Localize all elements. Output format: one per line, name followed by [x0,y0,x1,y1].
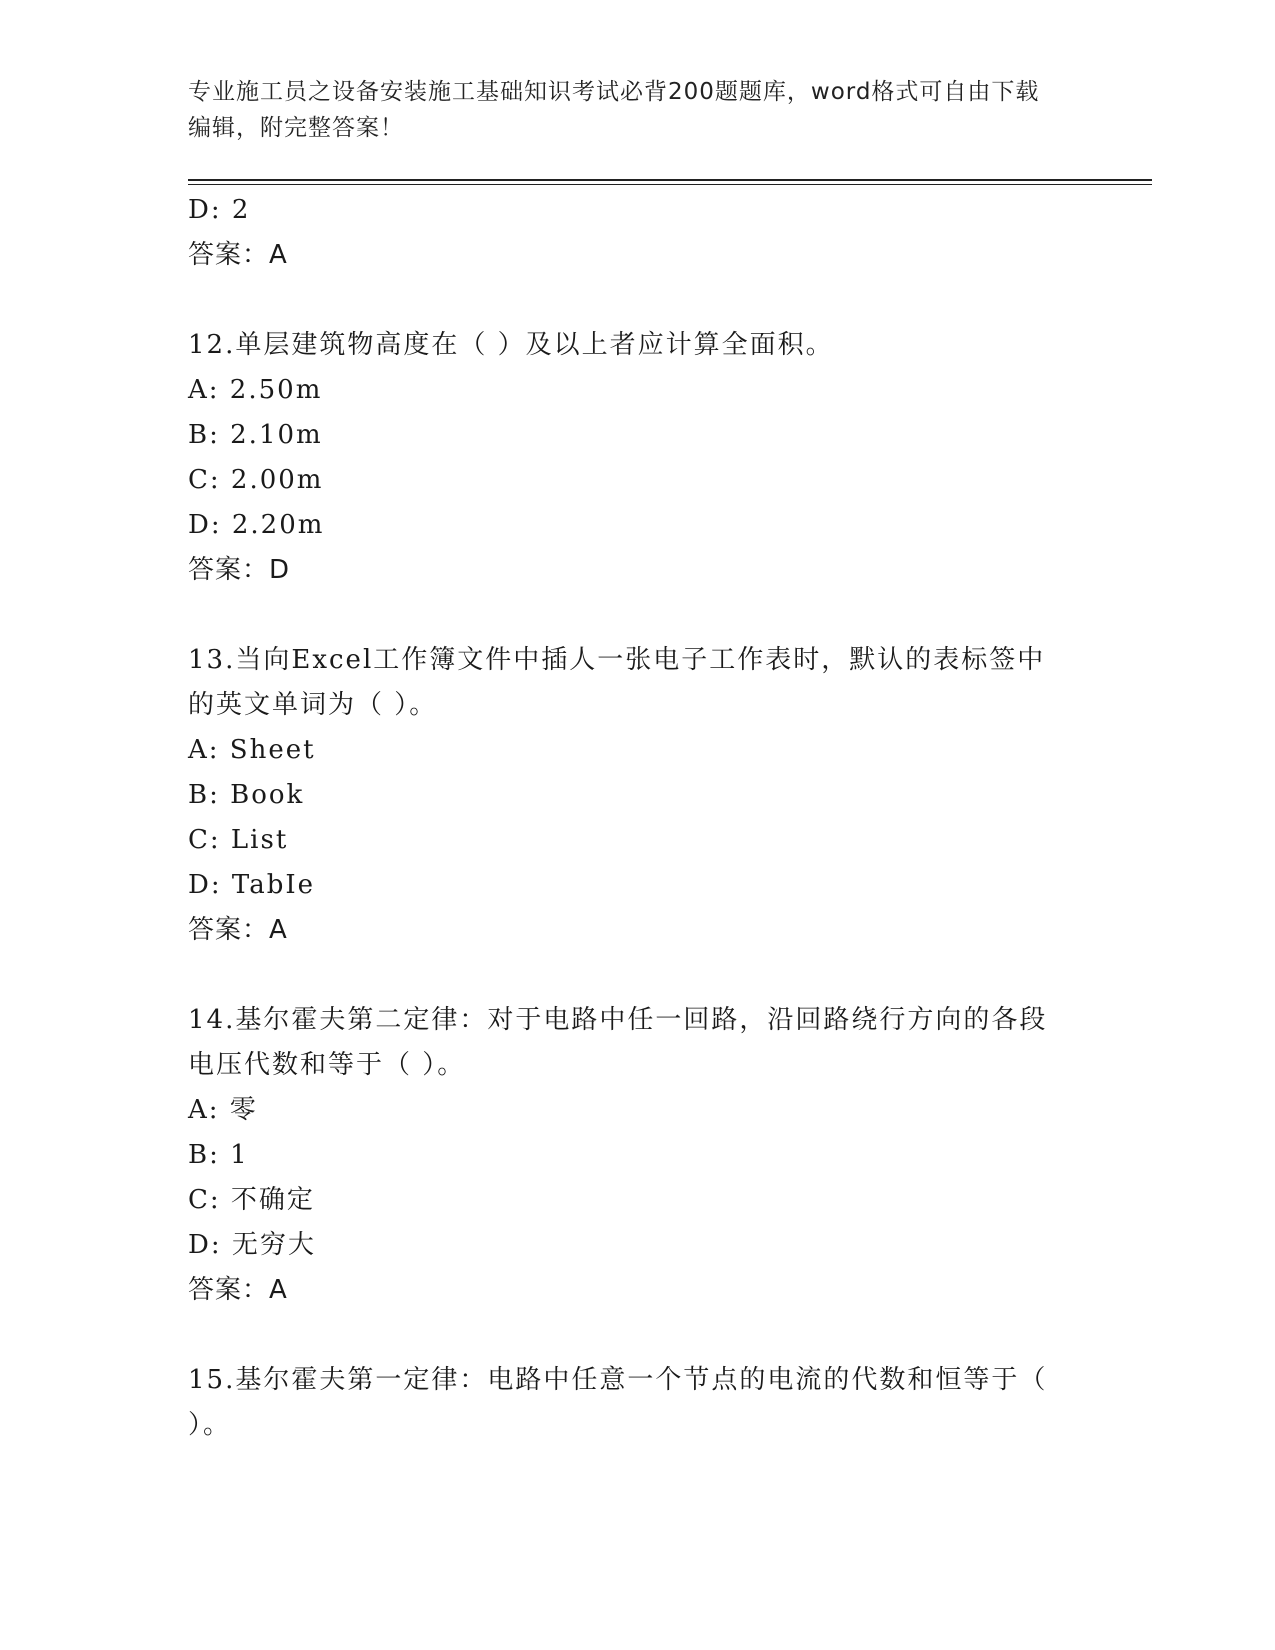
spacer [188,953,1088,998]
option-a: A: Sheet [188,735,316,765]
spacer [188,1313,1088,1358]
option-a: A: 零 [188,1095,258,1125]
answer: 答案：A [188,1275,288,1305]
spacer [188,278,1088,323]
page-header [188,74,1088,146]
header-divider-thin [188,184,1152,185]
question-15 [188,1358,1088,1448]
option-d: D: 无穷大 [188,1230,316,1260]
header-line-1: 专业施工员之设备安装施工基础知识考试必背200题题库，word格式可自由下载 [188,79,1040,105]
question-text-continued: 的英文单词为（ ）。 [188,690,438,720]
question-text: 13.当向Excel工作簿文件中插人一张电子工作表时，默认的表标签中 [188,645,1046,675]
answer: 答案：D [188,555,291,585]
answer: 答案：A [188,240,288,270]
option-b: B: 1 [188,1140,249,1170]
header-line-2: 编辑，附完整答案！ [188,115,404,141]
question-12 [188,323,1088,593]
spacer [188,593,1088,638]
option-c: C: List [188,825,289,855]
question-text: 12.单层建筑物高度在（ ）及以上者应计算全面积。 [188,330,834,360]
option-d: D: 2.20m [188,510,325,540]
question-14 [188,998,1088,1313]
option-d: D: 2 [188,195,251,225]
option-c: C: 2.00m [188,465,324,495]
question-text: 15.基尔霍夫第一定律：电路中任意一个节点的电流的代数和恒等于（ [188,1365,1048,1395]
option-b: B: Book [188,780,305,810]
option-d: D: TabIe [188,870,315,900]
option-a: A: 2.50m [188,375,323,405]
option-c: C: 不确定 [188,1185,315,1215]
question-text-continued: 电压代数和等于（ ）。 [188,1050,466,1080]
question-text-continued: ）。 [188,1410,232,1440]
answer: 答案：A [188,915,288,945]
question-text: 14.基尔霍夫第二定律：对于电路中任一回路，沿回路绕行方向的各段 [188,1005,1048,1035]
question-13 [188,638,1088,953]
header-divider-thick [188,179,1152,181]
question-list [188,188,1088,1448]
option-b: B: 2.10m [188,420,323,450]
